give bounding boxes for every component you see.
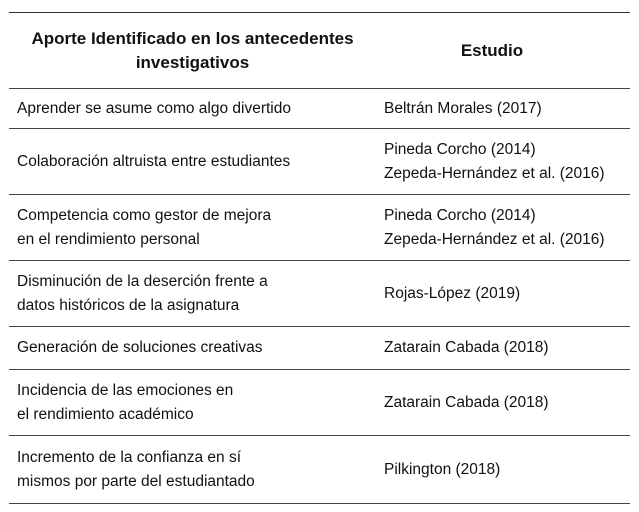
estudio-text: Pilkington (2018)	[384, 460, 501, 478]
aporte-text: Aprender se asume como algo divertido	[17, 99, 291, 117]
estudio-text: Zatarain Cabada (2018)	[384, 339, 549, 356]
estudio-text: Zepeda-Hernández et al. (2016)	[384, 164, 605, 182]
aporte-cell	[9, 97, 376, 121]
estudio-cell	[376, 97, 630, 121]
header-estudio	[376, 39, 630, 63]
contributions-table	[9, 12, 630, 504]
aporte-text: Incidencia de las emociones en	[17, 381, 234, 399]
aporte-text: en el rendimiento personal	[17, 230, 200, 248]
header-aporte-line: investigativos	[135, 52, 250, 72]
aporte-text: Disminución de la deserción frente a	[17, 272, 268, 290]
aporte-cell	[9, 204, 376, 252]
table-row	[9, 129, 630, 195]
aporte-text: Generación de soluciones creativas	[17, 339, 263, 356]
aporte-text: Competencia como gestor de mejora	[17, 206, 272, 224]
estudio-text: Zatarain Cabada (2018)	[384, 393, 549, 411]
aporte-cell	[9, 446, 376, 494]
header-estudio-label: Estudio	[460, 40, 524, 60]
header-aporte-line: Aporte Identificado en los antecedentes	[31, 28, 354, 48]
aporte-text: Colaboración altruista entre estudiantes	[17, 152, 291, 170]
table-row	[9, 436, 630, 504]
estudio-cell	[376, 391, 630, 415]
estudio-cell	[376, 336, 630, 360]
aporte-cell	[9, 336, 376, 360]
estudio-text: Beltrán Morales (2017)	[384, 99, 542, 117]
table-row	[9, 261, 630, 327]
header-aporte	[9, 27, 376, 75]
estudio-cell	[376, 204, 630, 252]
aporte-cell	[9, 379, 376, 427]
table-row	[9, 370, 630, 436]
table-row	[9, 195, 630, 261]
estudio-cell	[376, 138, 630, 186]
table-row	[9, 89, 630, 129]
table-row	[9, 327, 630, 370]
estudio-text: Pineda Corcho (2014)	[384, 140, 536, 158]
aporte-cell	[9, 150, 376, 174]
aporte-text: mismos por parte del estudiantado	[17, 472, 255, 490]
table-header-row	[9, 13, 630, 89]
aporte-text: Incremento de la confianza en sí	[17, 448, 242, 466]
estudio-text: Pineda Corcho (2014)	[384, 206, 536, 224]
aporte-text: el rendimiento académico	[17, 405, 194, 423]
estudio-text: Zepeda-Hernández et al. (2016)	[384, 230, 605, 248]
estudio-cell	[376, 458, 630, 482]
aporte-cell	[9, 270, 376, 318]
aporte-text: datos históricos de la asignatura	[17, 296, 240, 314]
estudio-text: Rojas-López (2019)	[384, 284, 521, 302]
estudio-cell	[376, 282, 630, 306]
